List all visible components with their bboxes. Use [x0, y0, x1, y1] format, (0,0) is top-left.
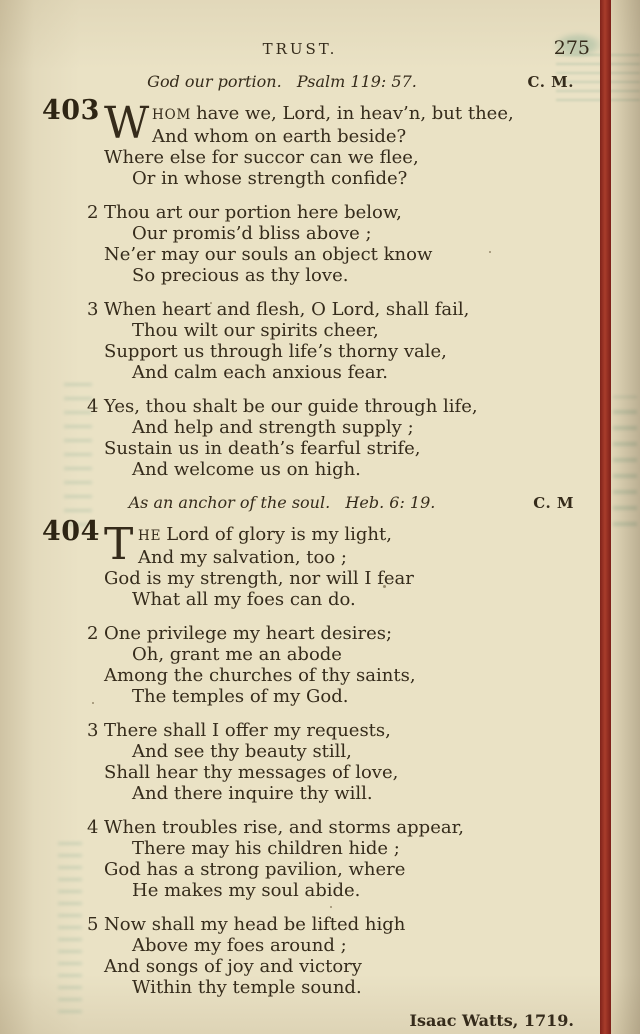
hymn-meter: C. M. [527, 73, 574, 91]
page-edge-shadow [611, 0, 640, 1034]
verse [87, 817, 590, 901]
verse-line: Among the churches of thy saints, [104, 665, 416, 686]
verse-line-text: have we, Lord, in heav’n, but thee, [196, 103, 514, 124]
hymn-number: 403 [42, 95, 100, 126]
verse-line [104, 103, 590, 126]
verse-line-text: Lord of glory is my light, [166, 524, 392, 545]
lead-capitals: HOM [152, 107, 192, 123]
show-through-ghost [58, 838, 82, 1013]
author-attribution: Isaac Watts, 1719. [409, 1011, 574, 1030]
dropcap-initial: W [104, 98, 150, 149]
verse-line: Or in whose strength confide? [132, 168, 408, 189]
verse-line: Thou art our portion here below, [104, 202, 402, 223]
hymn-section-403 [42, 72, 590, 480]
verse-number: 2 [87, 623, 99, 644]
verse-number: 5 [87, 914, 99, 935]
hymn-section-404 [42, 493, 590, 998]
page-margin-rule [600, 0, 611, 1034]
verse-line: Ne’er may our souls an object know [104, 244, 433, 265]
hymn-number: 404 [42, 516, 100, 547]
hymn-subtitle: God our portion. Psalm 119: 57. [147, 72, 417, 91]
running-title: TRUST. [262, 40, 338, 58]
text-block [42, 72, 590, 1030]
verse [42, 516, 590, 610]
paper-speck [92, 702, 94, 704]
verse-line: Sustain us in death’s fearful strife, [104, 438, 421, 459]
verse-line: And help and strength supply ; [132, 417, 414, 438]
hymn-header [104, 72, 590, 94]
verse-line: Oh, grant me an abode [132, 644, 342, 665]
verse-line: When troubles rise, and storms appear, [104, 817, 464, 838]
verse-line: So precious as thy love. [132, 265, 349, 286]
hymn-subtitle: As an anchor of the soul. Heb. 6: 19. [128, 493, 436, 512]
verse-number: 4 [87, 396, 99, 417]
verse [87, 299, 590, 383]
verse-line: God is my strength, nor will I fear [104, 568, 414, 589]
verse-line: And songs of joy and victory [104, 956, 362, 977]
dropcap-initial: T [104, 519, 134, 570]
verse-line: And my salvation, too ; [138, 547, 347, 568]
verse-line: And calm each anxious fear. [132, 362, 388, 383]
verse-number: 2 [87, 202, 99, 223]
verse-line: Our promis’d bliss above ; [132, 223, 372, 244]
verse-line: What all my foes can do. [132, 589, 356, 610]
verse-line: Support us through life’s thorny vale, [104, 341, 447, 362]
verse-line: Now shall my head be lifted high [104, 914, 406, 935]
lead-capitals: HE [138, 528, 162, 544]
hymn-header [104, 493, 590, 515]
verse [87, 720, 590, 804]
verse-line: And see thy beauty still, [132, 741, 352, 762]
verse [87, 914, 590, 998]
verse-number: 3 [87, 720, 99, 741]
verse-line: Thou wilt our spirits cheer, [132, 320, 379, 341]
verse-number: 4 [87, 817, 99, 838]
verse-line: There may his children hide ; [132, 838, 400, 859]
verse-line: The temples of my God. [132, 686, 349, 707]
verse [87, 202, 590, 286]
verse-number: 3 [87, 299, 99, 320]
verse-line: And there inquire thy will. [132, 783, 373, 804]
verse-line: Shall hear thy messages of love, [104, 762, 399, 783]
verse-line: He makes my soul abide. [132, 880, 361, 901]
verse [87, 396, 590, 480]
verse-line: One privilege my heart desires; [104, 623, 393, 644]
verse-line: And whom on earth beside? [152, 126, 407, 147]
verse-line: And welcome us on high. [132, 459, 361, 480]
verse-line: God has a strong pavilion, where [104, 859, 406, 880]
verse-line: Within thy temple sound. [132, 977, 362, 998]
hymn-meter: C. M [533, 494, 574, 512]
page-number: 275 [553, 37, 590, 59]
verse [87, 623, 590, 707]
verse [42, 95, 590, 189]
verse-line [104, 524, 590, 547]
verse-line: Where else for succor can we flee, [104, 147, 419, 168]
verse-line: Yes, thou shalt be our guide through life, [104, 396, 478, 417]
verse-line: There shall I offer my requests, [104, 720, 391, 741]
verse-line: Above my foes around ; [132, 935, 347, 956]
verse-line: When heart and flesh, O Lord, shall fail, [104, 299, 470, 320]
